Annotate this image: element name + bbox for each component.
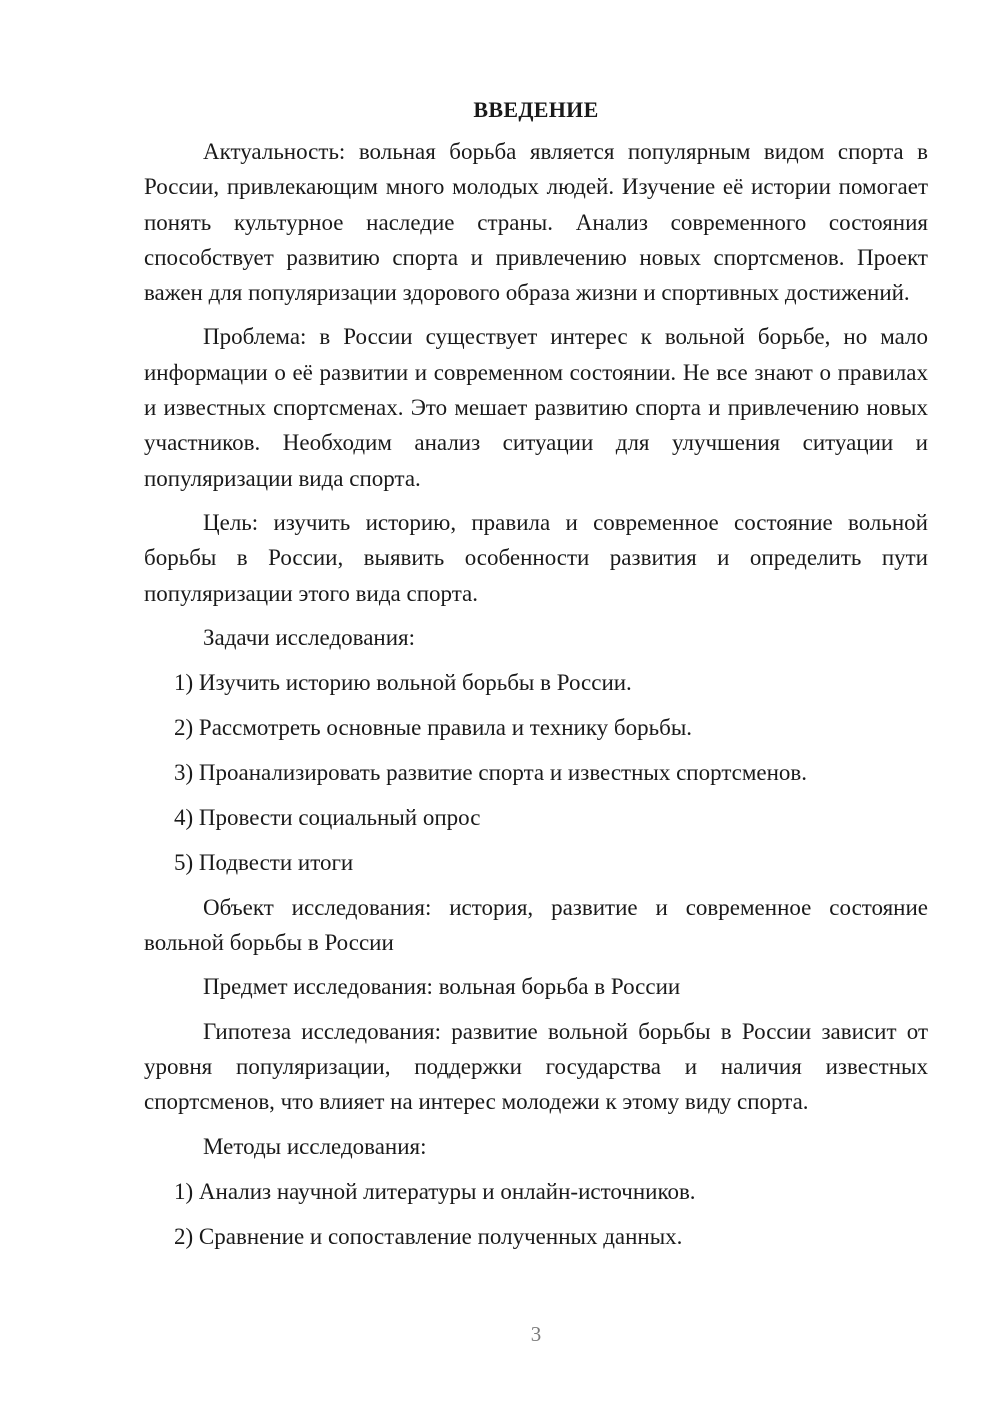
goal-paragraph: Цель: изучить историю, правила и современное состояние вольной борьбы в России, выявить особенности развития и определить пути популяризации этого вида спорта.: [144, 509, 928, 606]
task-item: 2) Рассмотреть основные правила и технику борьбы.: [174, 714, 693, 740]
hypothesis-paragraph: Гипотеза исследования: развитие вольной борьбы в России зависит от уровня популяризации, поддержки государства и наличия известных спортсменов, что влияет на интерес молодежи к этому виду спорта.: [144, 1018, 928, 1115]
page-content: [144, 94, 928, 1264]
task-item: 5) Подвести итоги: [174, 849, 354, 875]
method-item: 1) Анализ научной литературы и онлайн-источников.: [174, 1178, 696, 1204]
task-item: 1) Изучить историю вольной борьбы в России.: [174, 669, 632, 695]
object-paragraph: Объект исследования: история, развитие и современное состояние вольной борьбы в России: [144, 894, 928, 956]
task-item: 4) Провести социальный опрос: [174, 804, 481, 830]
task-item: 3) Проанализировать развитие спорта и известных спортсменов.: [174, 759, 808, 785]
methods-heading: Методы исследования:: [203, 1133, 427, 1159]
relevance-paragraph: Актуальность: вольная борьба является популярным видом спорта в России, привлекающим много молодых людей. Изучение её истории помогает понять культурное наследие страны. Анализ современного состояния способствует развитию спорта и привлечению новых спортсменов. Проект важен для популяризации здорового образа жизни и спортивных достижений.: [144, 139, 928, 306]
tasks-heading: Задачи исследования:: [203, 624, 416, 650]
subject-paragraph: Предмет исследования: вольная борьба в России: [203, 974, 681, 1000]
page-number: 3: [530, 1322, 542, 1346]
page-title: ВВЕДЕНИЕ: [473, 97, 599, 122]
problem-paragraph: Проблема: в России существует интерес к вольной борьбе, но мало информации о её развитии и современном состоянии. Не все знают о правилах и известных спортсменах. Это мешает развитию спорта и привлечению новых участников. Необходим анализ ситуации для улучшения ситуации и популяризации вида спорта.: [144, 324, 928, 491]
method-item: 2) Сравнение и сопоставление полученных данных.: [174, 1223, 683, 1249]
